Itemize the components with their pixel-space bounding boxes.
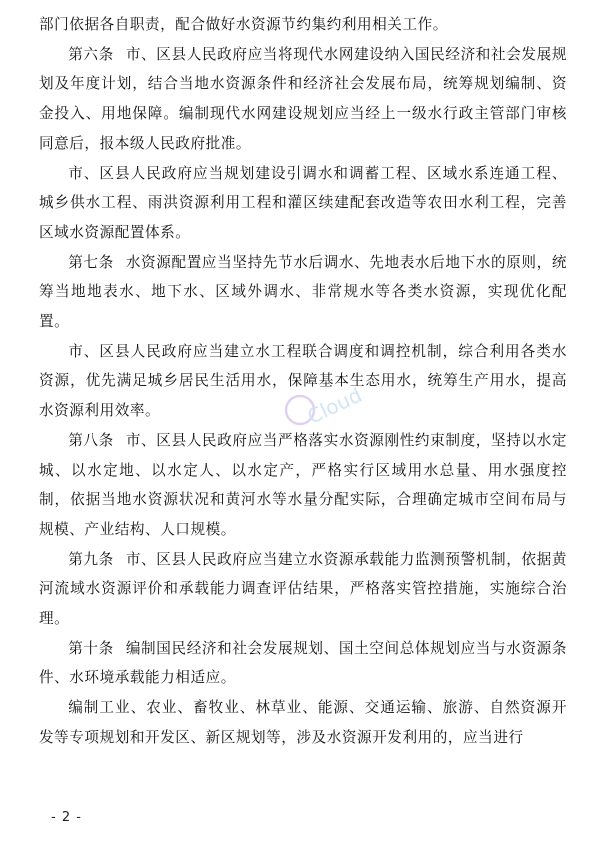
- article-number: 第十条: [68, 639, 114, 657]
- article-number: 第八条: [68, 431, 114, 449]
- paragraph-text: 市、区县人民政府应当建立水资源承载能力监测预警机制，依据黄河流域水资源评价和承载能力调查评估结果，严格落实管控措施，实施综合治理。: [39, 550, 568, 628]
- paragraph-article-10-clause-2: [39, 693, 567, 752]
- paragraph-article-6-clause-2: [39, 159, 567, 248]
- paragraph-text: 市、区县人民政府应当规划建设引调水和调蓄工程、区域水系连通工程、城乡供水工程、雨洪资源利用工程和灌区续建配套改造等农田水利工程，完善区域水资源配置体系。: [39, 164, 567, 241]
- watermark-text: Cloud: [303, 382, 366, 429]
- paragraph-text: 市、区县人民政府应当建立水工程联合调度和调控机制，综合利用各类水资源，优先满足城乡居民生活用水，保障基本生态用水，统筹生产用水，提高水资源利用效率。: [39, 342, 567, 420]
- paragraph-text: 编制国民经济和社会发展规划、国土空间总体规划应当与水资源条件、水环境承载能力相适应。: [39, 639, 568, 687]
- paragraph-article-7: [39, 248, 567, 337]
- paragraph-article-7-clause-2: [39, 337, 567, 426]
- paragraph-text: 市、区县人民政府应当将现代水网建设纳入国民经济和社会发展规划及年度计划，结合当地水资源条件和经济社会发展布局，统筹规划编制、资金投入、用地保障。编制现代水网建设规划应当经上一级水行政主管部门审核同意后，报本级人民政府批准。: [39, 45, 568, 152]
- paragraph-text: 市、区县人民政府应当严格落实水资源刚性约束制度，坚持以水定城、以水定地、以水定人、以水定产，严格实行区域用水总量、用水强度控制，依据当地水资源状况和黄河水等水量分配实际，合理确定城市空间布局与规模、产业结构、人口规模。: [39, 431, 568, 538]
- paragraph-text: 水资源配置应当坚持先节水后调水、先地表水后地下水的原则，统筹当地地表水、地下水、区域外调水、非常规水等各类水资源，实现优化配置。: [39, 253, 568, 331]
- paragraph-text: 部门依据各自职责，配合做好水资源节约集约利用相关工作。: [39, 16, 448, 33]
- paragraph-article-10: [39, 634, 567, 693]
- paragraph-text: 编制工业、农业、畜牧业、林草业、能源、交通运输、旅游、自然资源开发等专项规划和开发区、新区规划等，涉及水资源开发利用的，应当进行: [39, 699, 567, 746]
- article-number: 第七条: [68, 253, 114, 271]
- document-body: [39, 10, 567, 753]
- article-number: 第六条: [68, 45, 114, 63]
- paragraph-1: [39, 10, 567, 40]
- paragraph-article-6: [39, 40, 567, 159]
- paragraph-article-8: [39, 426, 567, 545]
- article-number: 第九条: [68, 550, 114, 568]
- paragraph-article-9: [39, 545, 567, 634]
- page-number: - 2 -: [51, 810, 82, 825]
